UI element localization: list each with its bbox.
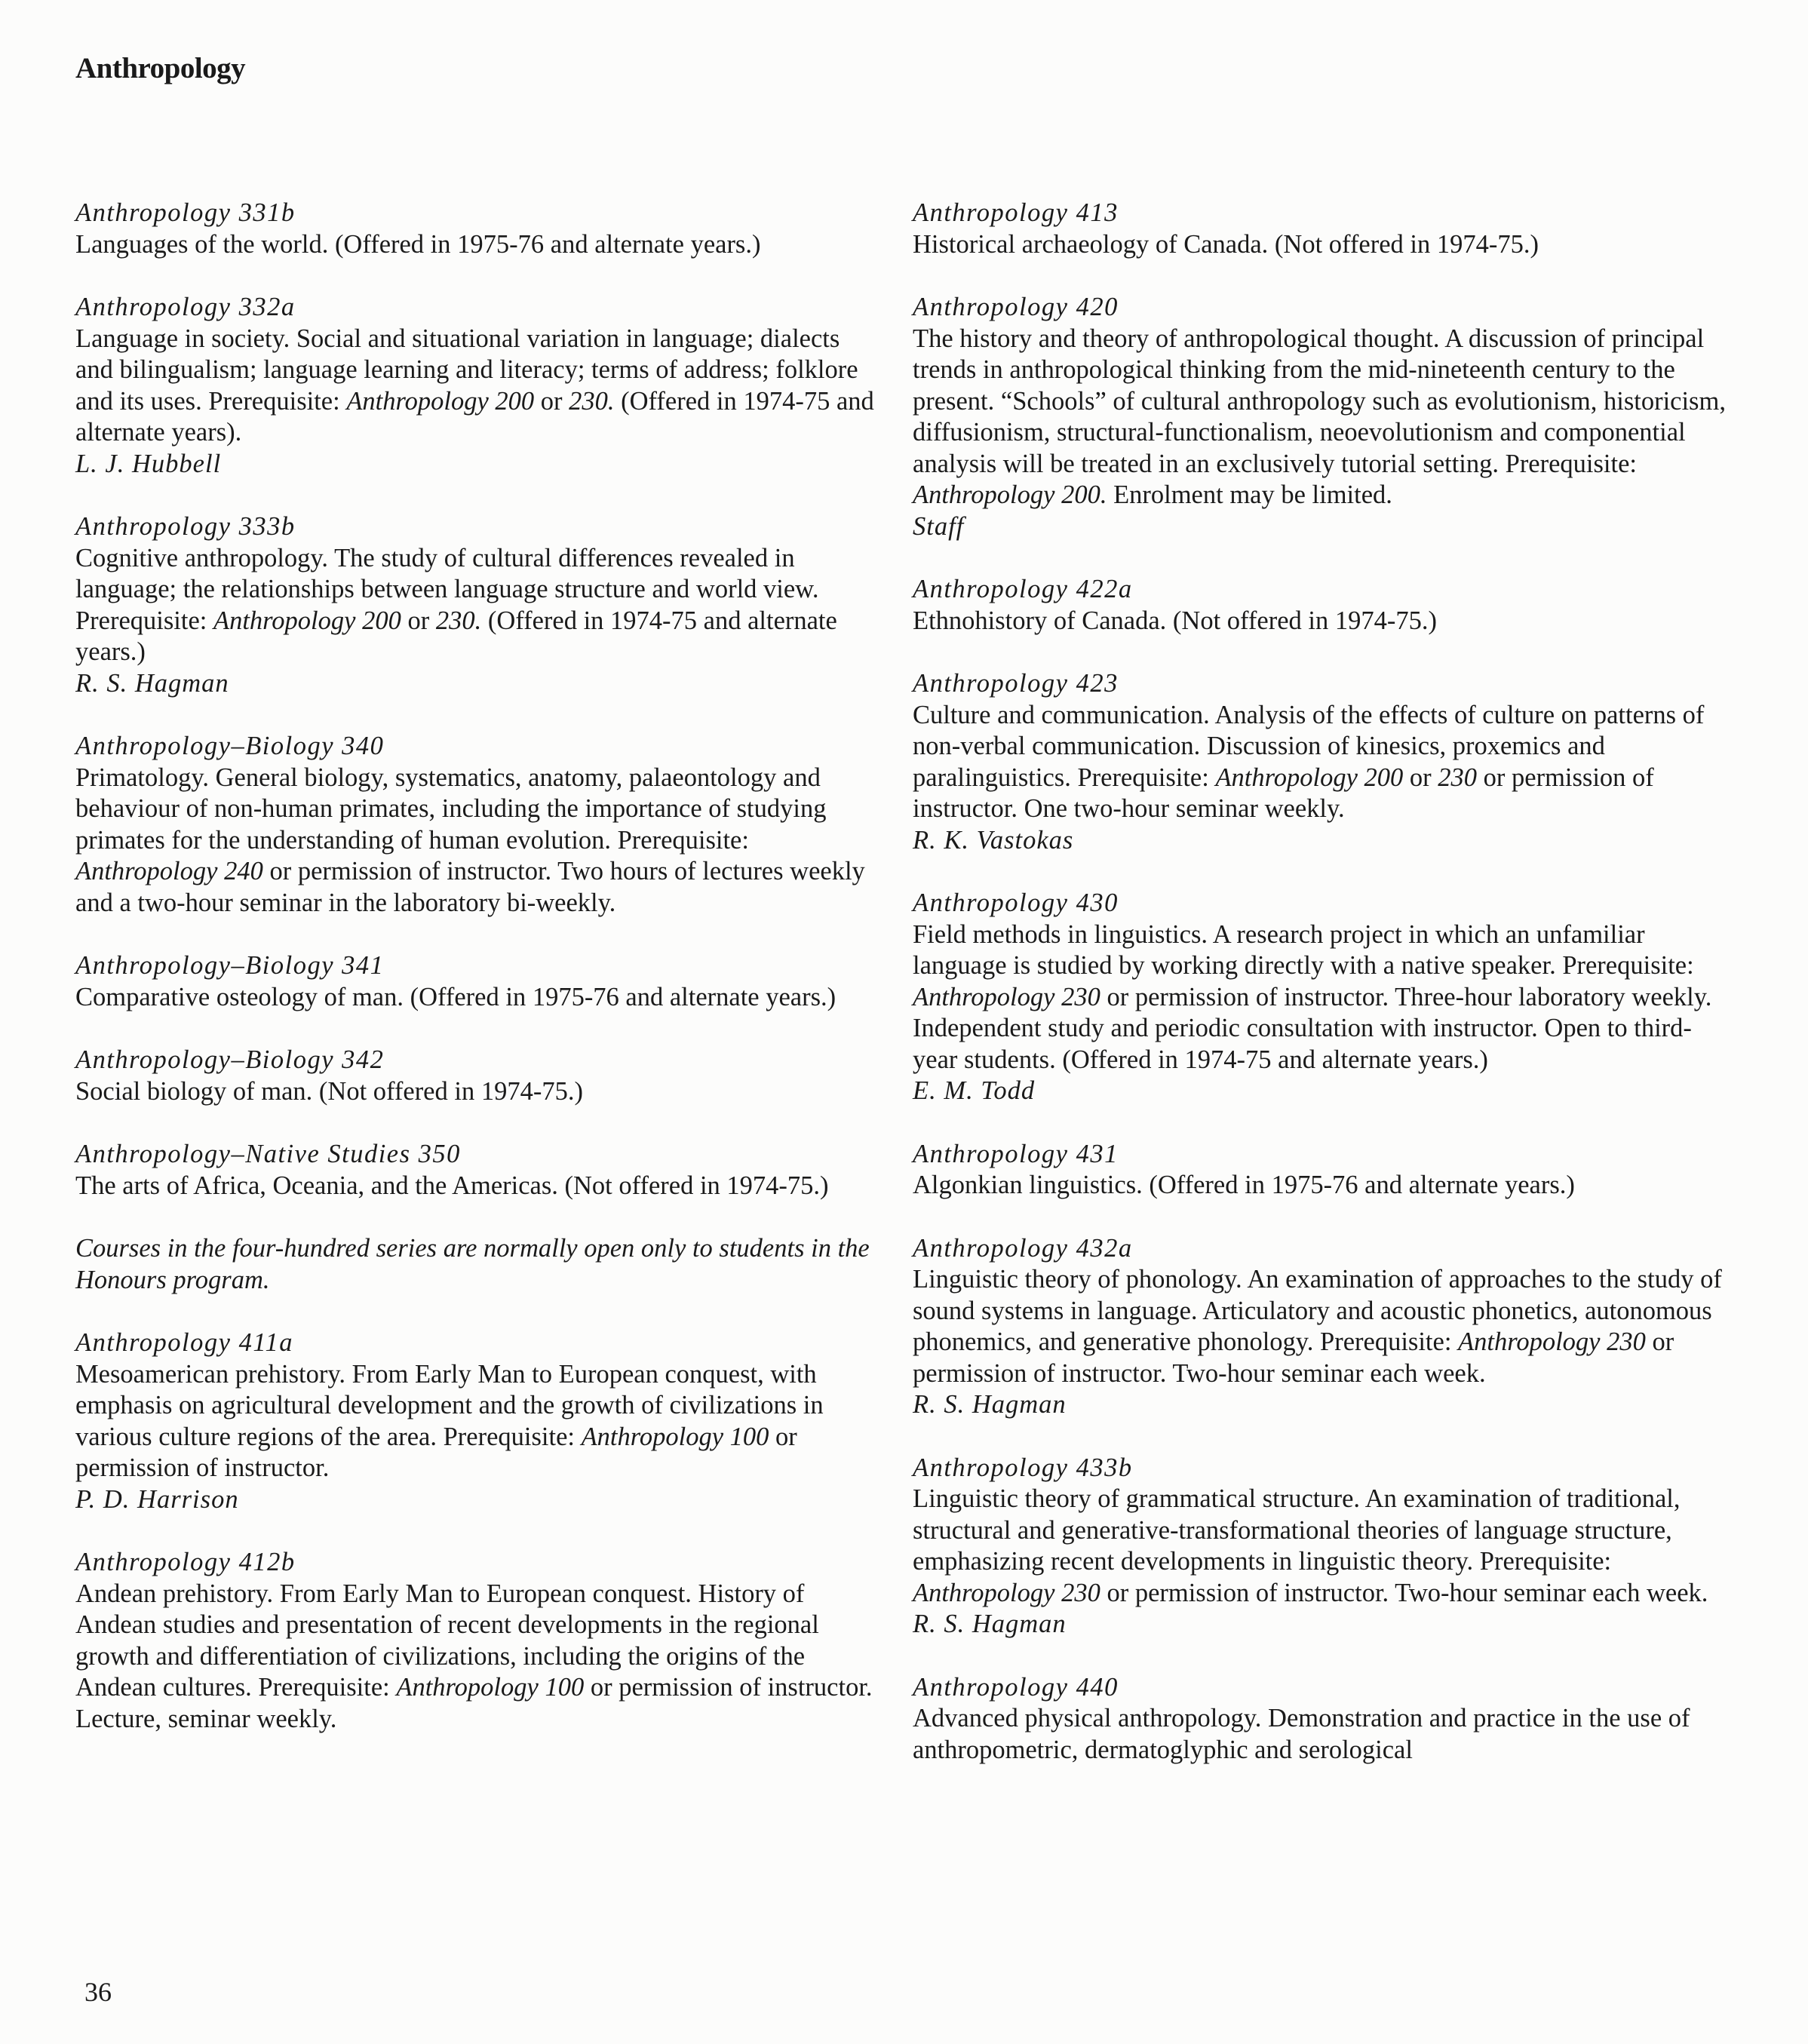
course-entry <box>75 292 875 480</box>
course-description: The arts of Africa, Oceania, and the Americas. (Not offered in 1974-75.) <box>75 1171 829 1200</box>
course-title: Anthropology 431 <box>913 1139 1119 1168</box>
course-title: Anthropology 411a <box>75 1328 294 1357</box>
course-reference: Anthropology 200 <box>213 606 401 635</box>
course-description <box>913 700 1727 825</box>
description-text: The history and theory of anthropological thought. A discussion of principal trends in anthropological thinking from the mid-nineteenth century to the present. “Schools” of cultural anthropology such as evolutionism, historicism, diffusionism, structural-functionalism, neoevolutionism and componential analysis will be treated in an exclusively tutorial setting. Prerequisite: <box>913 324 1726 478</box>
course-entry <box>913 1672 1727 1766</box>
course-instructor: R. S. Hagman <box>913 1390 1067 1419</box>
description-text: or permission of instructor. <box>75 1422 797 1482</box>
course-entry <box>913 574 1727 637</box>
course-title: Anthropology 433b <box>913 1453 1133 1482</box>
course-description <box>913 919 1727 1076</box>
course-entry <box>913 1233 1727 1421</box>
course-entry <box>75 198 875 260</box>
description-text: Primatology. General biology, systematics, anatomy, palaeontology and behaviour of non-human primates, including the importance of studying primates for the understanding of human evolution. Prerequisite: <box>75 763 827 855</box>
description-text: Field methods in linguistics. A research project in which an unfamiliar language is studied by working directly with a native speaker. Prerequisite: <box>913 919 1694 980</box>
course-title: Anthropology 331b <box>75 198 296 227</box>
course-entry <box>75 1547 875 1735</box>
course-description: Ethnohistory of Canada. (Not offered in 1974-75.) <box>913 606 1437 635</box>
description-text: or permission of instructor. Two hours of lectures weekly and a two-hour seminar in the laboratory bi-weekly. <box>75 857 865 917</box>
course-entry <box>75 1045 875 1107</box>
course-title: Anthropology–Biology 341 <box>75 951 385 980</box>
course-entry <box>913 292 1727 542</box>
course-reference: Anthropology 100 <box>581 1422 769 1451</box>
course-reference: Anthropology 200. <box>913 480 1107 509</box>
course-description: Advanced physical anthropology. Demonstration and practice in the use of anthropometric, dermatoglyphic and serological <box>913 1704 1690 1764</box>
course-title: Anthropology 332a <box>75 293 296 321</box>
course-title: Anthropology 333b <box>75 512 296 541</box>
course-reference: Anthropology 200 <box>346 386 535 416</box>
honours-note: Courses in the four-hundred series are normally open only to students in the Honours program. <box>75 1234 870 1294</box>
description-text: Linguistic theory of grammatical structure. An examination of traditional, structural and generative-transformational theories of language structure, emphasizing recent developments in linguistic theory. Prerequisite: <box>913 1484 1681 1576</box>
page-title: Anthropology <box>75 52 246 84</box>
description-text: or permission of instructor. Two-hour seminar each week. <box>1100 1578 1708 1607</box>
left-column <box>75 198 875 1766</box>
description-text: Cognitive anthropology. The study of cultural differences revealed in language; the relationships between language structure and world view. Prerequisite: <box>75 543 819 635</box>
page-number: 36 <box>84 1977 112 2007</box>
description-text: (Offered in 1974-75 and alternate years.) <box>75 606 837 666</box>
course-title: Anthropology 420 <box>913 293 1119 321</box>
course-reference: Anthropology 230 <box>913 982 1100 1011</box>
course-description <box>75 1359 875 1484</box>
course-title: Anthropology 423 <box>913 669 1119 698</box>
course-instructor: E. M. Todd <box>913 1076 1036 1105</box>
course-description: Comparative osteology of man. (Offered in 1975-76 and alternate years.) <box>75 982 836 1011</box>
course-instructor: R. S. Hagman <box>913 1610 1067 1638</box>
course-title: Anthropology–Biology 342 <box>75 1045 385 1074</box>
description-text: or <box>401 606 436 635</box>
description-text: Linguistic theory of phonology. An examination of approaches to the study of sound systems in language. Articulatory and acoustic phonetics, autonomous phonemics, and generative phonology. Prerequisite: <box>913 1265 1722 1356</box>
description-text: or <box>1403 763 1438 792</box>
course-title: Anthropology 422a <box>913 575 1133 603</box>
course-reference: Anthropology 240 <box>75 857 263 885</box>
course-description: Historical archaeology of Canada. (Not offered in 1974-75.) <box>913 229 1539 259</box>
course-description: Algonkian linguistics. (Offered in 1975-76 and alternate years.) <box>913 1171 1575 1199</box>
description-text: Mesoamerican prehistory. From Early Man to European conquest, with emphasis on agricultural development and the growth of civilizations in various culture regions of the area. Prerequisite: <box>75 1359 824 1451</box>
description-text: (Offered in 1974-75 and alternate years). <box>75 386 874 447</box>
description-text: Language in society. Social and situational variation in language; dialects and bilingualism; language learning and literacy; terms of address; folklore and its uses. Prerequisite: <box>75 324 858 416</box>
course-instructor: R. S. Hagman <box>75 668 229 698</box>
course-entry <box>75 731 875 919</box>
course-entry <box>913 668 1727 856</box>
course-reference: 230. <box>569 386 615 416</box>
course-instructor: P. D. Harrison <box>75 1484 239 1514</box>
course-description <box>75 1579 875 1736</box>
course-reference: Anthropology 230 <box>1458 1327 1646 1356</box>
description-text: or permission of instructor. Lecture, seminar weekly. <box>75 1673 873 1733</box>
course-title: Anthropology 440 <box>913 1672 1119 1702</box>
course-entry <box>75 1327 875 1515</box>
course-title: Anthropology–Biology 340 <box>75 732 385 760</box>
course-description: Social biology of man. (Not offered in 1974-75.) <box>75 1076 583 1106</box>
course-title: Anthropology–Native Studies 350 <box>75 1140 461 1168</box>
right-column <box>913 198 1727 1797</box>
course-description <box>913 1264 1727 1389</box>
description-text: or permission of instructor. Two-hour seminar each week. <box>913 1327 1674 1388</box>
course-title: Anthropology 432a <box>913 1233 1133 1263</box>
course-reference: Anthropology 200 <box>1215 763 1404 792</box>
course-title: Anthropology 413 <box>913 198 1119 227</box>
course-description <box>75 324 875 449</box>
course-description <box>75 543 875 668</box>
description-text: or permission of instructor. Three-hour laboratory weekly. Independent study and periodic consultation with instructor. Open to third-year students. (Offered in 1974-75 and alternate years.) <box>913 982 1712 1074</box>
course-entry <box>913 888 1727 1107</box>
description-text: or permission of instructor. One two-hour seminar weekly. <box>913 763 1654 823</box>
description-text: Culture and communication. Analysis of the effects of culture on patterns of non-verbal communication. Discussion of kinesics, proxemics and paralinguistics. Prerequisite: <box>913 700 1705 792</box>
course-description <box>913 1484 1727 1609</box>
course-entry <box>75 950 875 1013</box>
description-text: Enrolment may be limited. <box>1107 480 1392 509</box>
course-reference: Anthropology 100 <box>396 1673 585 1702</box>
description-text: or <box>534 386 569 416</box>
course-description: Languages of the world. (Offered in 1975-76 and alternate years.) <box>75 229 761 259</box>
course-entry <box>913 1453 1727 1640</box>
course-entry <box>75 511 875 699</box>
course-entry <box>913 198 1727 260</box>
course-entry <box>913 1139 1727 1202</box>
description-text: Andean prehistory. From Early Man to European conquest. History of Andean studies and presentation of recent developments in the regional growth and differentiation of civilizations, including the origins of the Andean cultures. Prerequisite: <box>75 1579 819 1702</box>
course-reference: 230. <box>435 606 482 635</box>
course-instructor: R. K. Vastokas <box>913 825 1074 855</box>
course-instructor: Staff <box>913 511 965 541</box>
course-title: Anthropology 412b <box>75 1548 296 1576</box>
course-reference: 230 <box>1438 763 1478 792</box>
course-reference: Anthropology 230 <box>913 1578 1100 1607</box>
course-entry <box>75 1139 875 1202</box>
course-description <box>913 324 1727 511</box>
course-instructor: L. J. Hubbell <box>75 449 222 478</box>
course-title: Anthropology 430 <box>913 888 1119 917</box>
course-description <box>75 763 875 919</box>
